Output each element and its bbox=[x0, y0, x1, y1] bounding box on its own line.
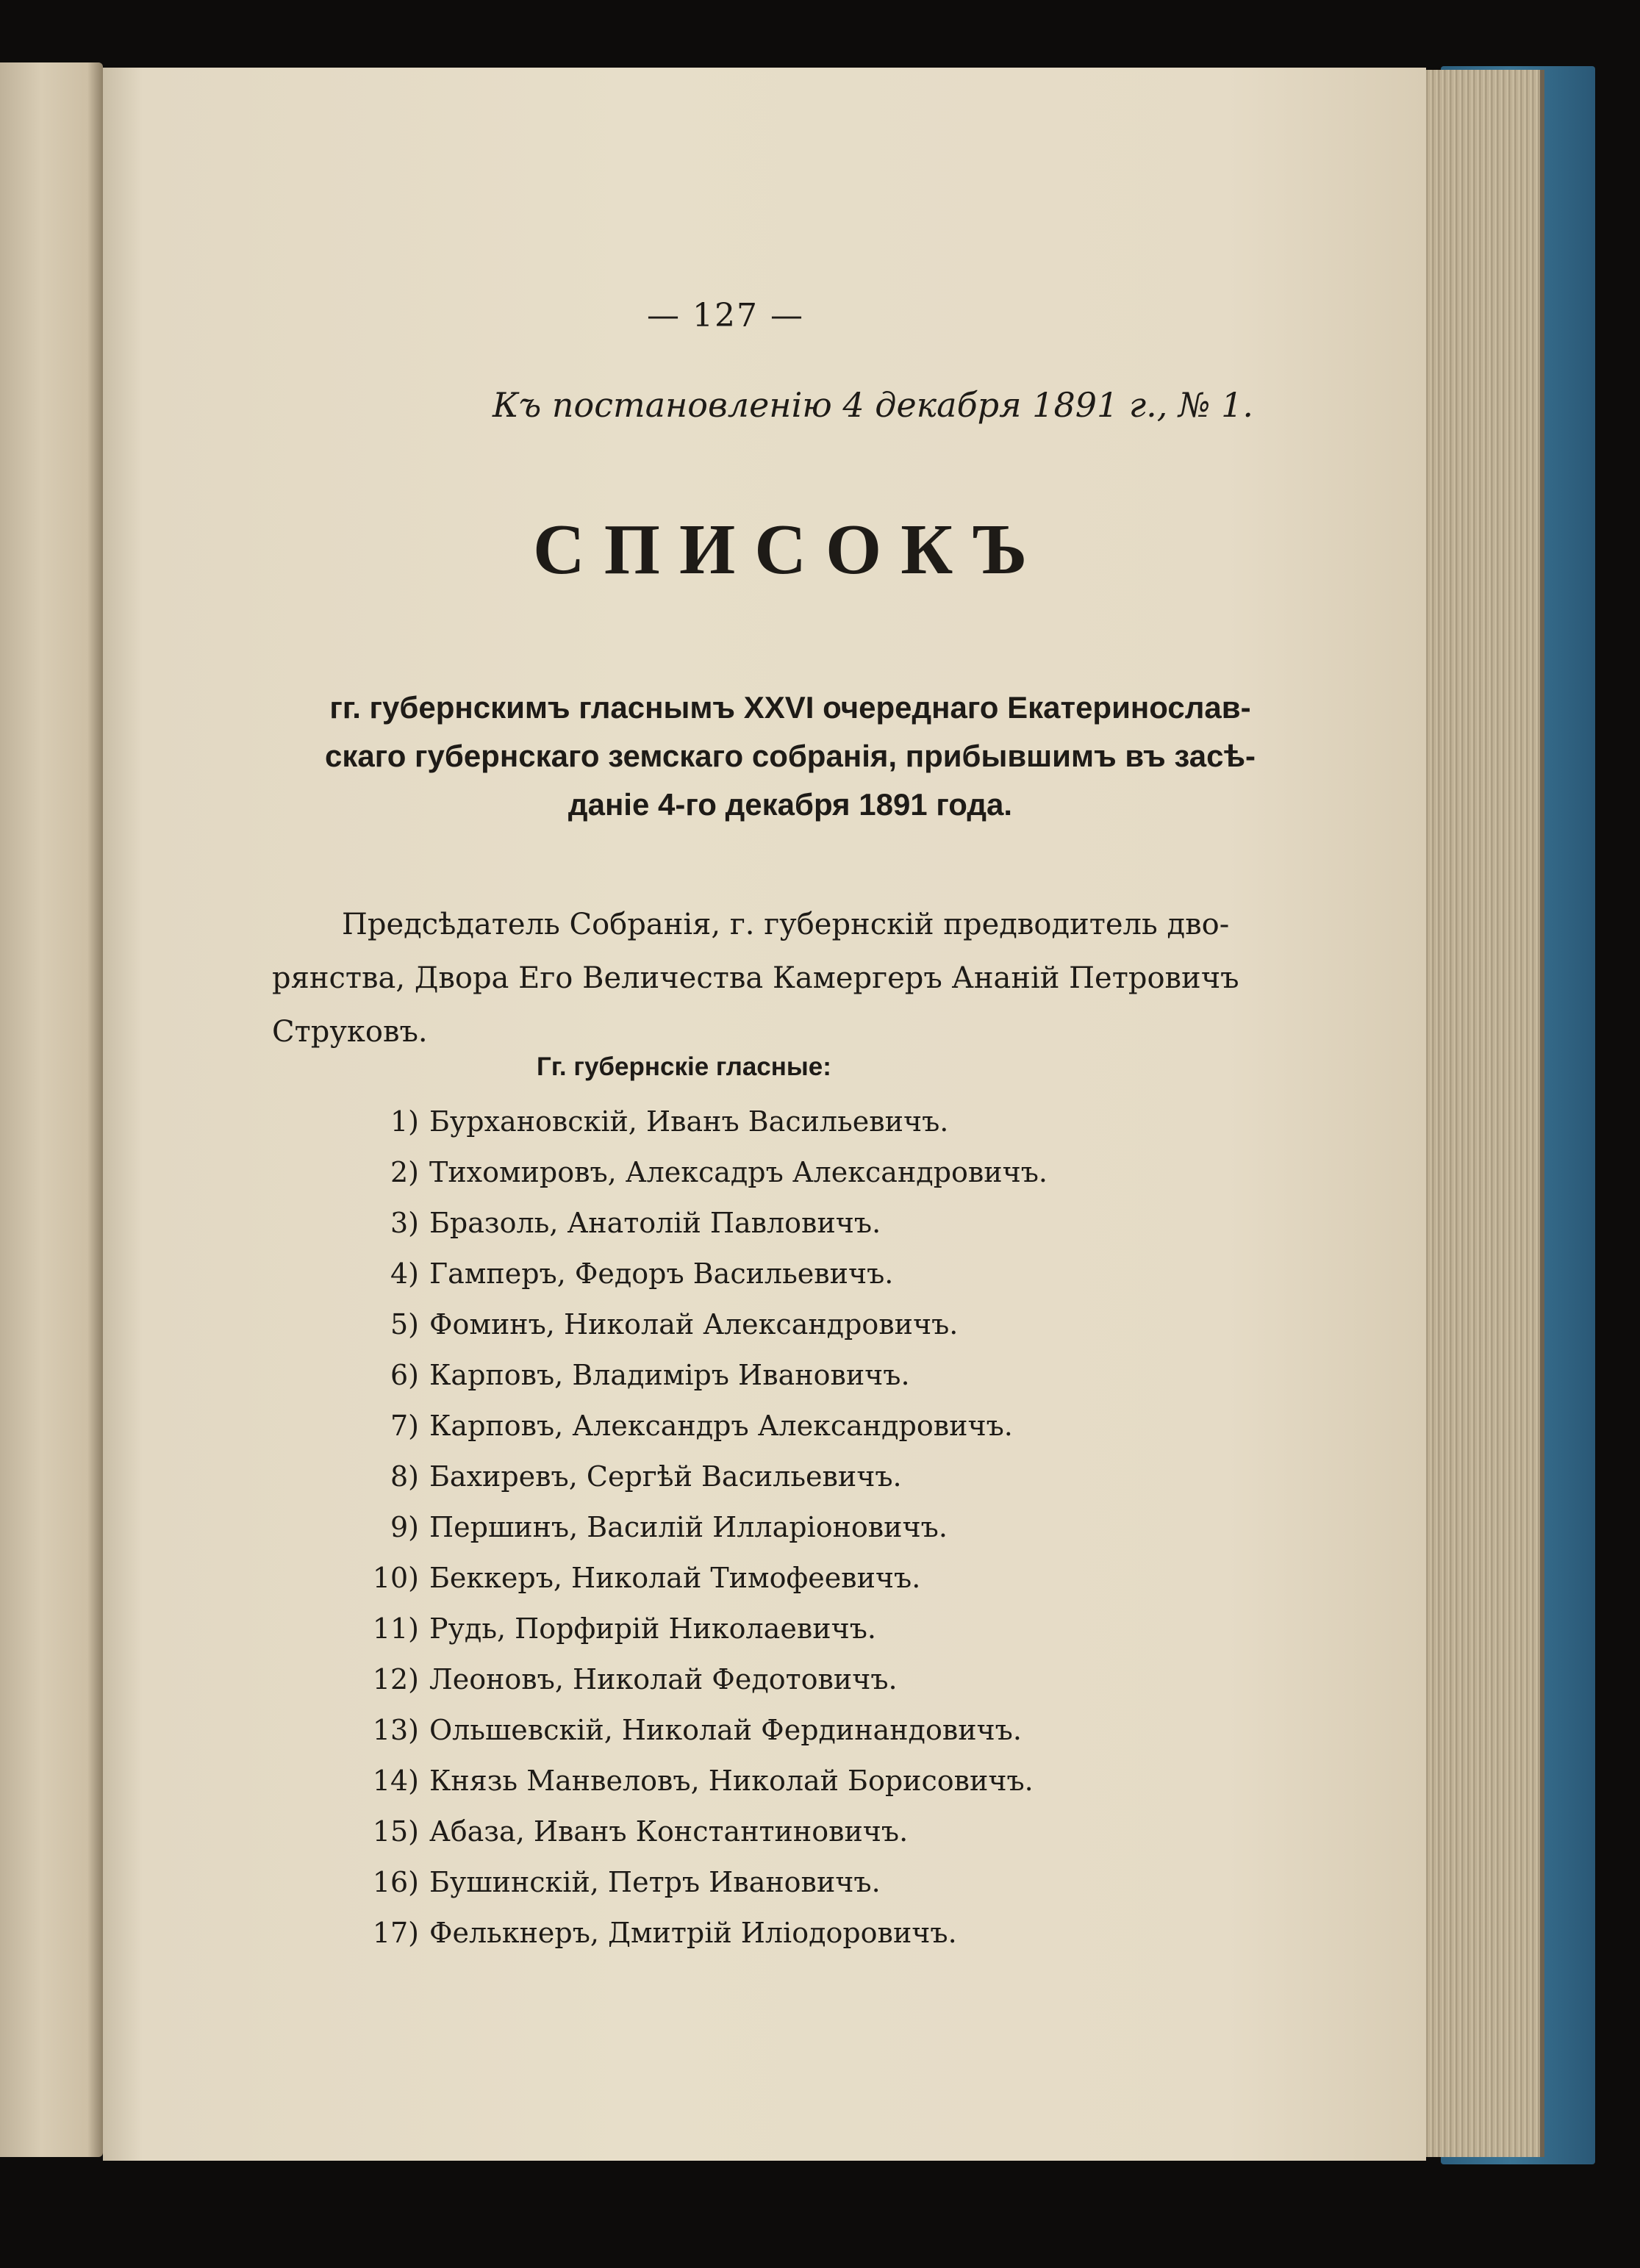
document-title: СПИСОКЪ bbox=[533, 510, 1047, 589]
member-name: Князь Манвеловъ, Николай Борисовичъ. bbox=[429, 1765, 1034, 1797]
list-heading: Гг. губернскіе гласные: bbox=[537, 1052, 831, 1081]
member-name: Леоновъ, Николай Федотовичъ. bbox=[429, 1663, 898, 1695]
list-item bbox=[338, 1663, 1048, 1714]
document-subtitle bbox=[268, 683, 1312, 829]
member-name: Тихомировъ, Алексадръ Александровичъ. bbox=[429, 1156, 1048, 1188]
item-number: 3) bbox=[390, 1207, 419, 1239]
member-name: Бразоль, Анатолій Павловичъ. bbox=[429, 1207, 881, 1239]
item-number: 14) bbox=[372, 1765, 419, 1797]
item-number: 11) bbox=[372, 1612, 419, 1645]
list-item bbox=[338, 1765, 1048, 1815]
item-number: 8) bbox=[390, 1460, 419, 1493]
subtitle-line: даніе 4-го декабря 1891 года. bbox=[567, 787, 1013, 822]
item-number: 9) bbox=[390, 1511, 419, 1543]
item-number: 16) bbox=[372, 1866, 419, 1898]
page-number: — 127 — bbox=[647, 297, 804, 334]
member-name: Беккеръ, Николай Тимофеевичъ. bbox=[429, 1562, 921, 1594]
item-number: 7) bbox=[390, 1410, 419, 1442]
item-number: 17) bbox=[372, 1917, 419, 1949]
list-item bbox=[338, 1714, 1048, 1765]
list-item bbox=[338, 1562, 1048, 1612]
member-name: Абаза, Иванъ Константиновичъ. bbox=[429, 1815, 909, 1848]
chairman-line: Струковъ. bbox=[272, 1015, 428, 1049]
member-name: Карповъ, Владиміръ Ивановичъ. bbox=[429, 1359, 910, 1391]
list-item bbox=[338, 1815, 1048, 1866]
item-number: 5) bbox=[390, 1308, 419, 1341]
item-number: 4) bbox=[390, 1257, 419, 1290]
resolution-reference: Къ постановленію 4 декабря 1891 г., № 1. bbox=[493, 385, 1254, 425]
list-item bbox=[338, 1460, 1048, 1511]
member-name: Бурхановскій, Иванъ Васильевичъ. bbox=[429, 1105, 949, 1138]
list-item bbox=[338, 1257, 1048, 1308]
member-name: Фоминъ, Николай Александровичъ. bbox=[429, 1308, 959, 1341]
member-name: Фелькнеръ, Дмитрій Иліодоровичъ. bbox=[429, 1917, 957, 1949]
item-number: 2) bbox=[390, 1156, 419, 1188]
list-item bbox=[338, 1866, 1048, 1917]
member-name: Ольшевскій, Николай Фердинандовичъ. bbox=[429, 1714, 1022, 1746]
chairman-line: рянства, Двора Его Величества Камергеръ Ананій Петровичъ bbox=[272, 961, 1239, 995]
member-name: Бахиревъ, Сергѣй Васильевичъ. bbox=[429, 1460, 902, 1493]
item-number: 15) bbox=[372, 1815, 419, 1848]
item-number: 6) bbox=[390, 1359, 419, 1391]
book-page bbox=[103, 68, 1426, 2161]
chairman-line: Предсѣдатель Собранія, г. губернскій предводитель дво- bbox=[342, 908, 1230, 941]
item-number: 12) bbox=[372, 1663, 419, 1695]
item-number: 10) bbox=[372, 1562, 419, 1594]
list-item bbox=[338, 1207, 1048, 1257]
list-item bbox=[338, 1105, 1048, 1156]
subtitle-line: скаго губернскаго земскаго собранія, прибывшимъ въ засѣ- bbox=[325, 739, 1256, 773]
left-facing-page bbox=[0, 62, 103, 2157]
list-item bbox=[338, 1359, 1048, 1410]
item-number: 13) bbox=[372, 1714, 419, 1746]
list-item bbox=[338, 1308, 1048, 1359]
list-item bbox=[338, 1612, 1048, 1663]
page-edges bbox=[1411, 70, 1544, 2157]
list-item bbox=[338, 1410, 1048, 1460]
member-name: Бушинскій, Петръ Ивановичъ. bbox=[429, 1866, 881, 1898]
member-name: Рудь, Порфирій Николаевичъ. bbox=[429, 1612, 876, 1645]
subtitle-line: гг. губернскимъ гласнымъ XXVI очереднаго Екатеринослав- bbox=[329, 690, 1251, 725]
member-name: Карповъ, Александръ Александровичъ. bbox=[429, 1410, 1013, 1442]
members-list bbox=[338, 1105, 1048, 1967]
list-item bbox=[338, 1156, 1048, 1207]
chairman-paragraph bbox=[272, 898, 1316, 1059]
item-number: 1) bbox=[390, 1105, 419, 1138]
member-name: Гамперъ, Федоръ Васильевичъ. bbox=[429, 1257, 894, 1290]
list-item bbox=[338, 1511, 1048, 1562]
list-item bbox=[338, 1917, 1048, 1967]
member-name: Першинъ, Василій Илларіоновичъ. bbox=[429, 1511, 948, 1543]
